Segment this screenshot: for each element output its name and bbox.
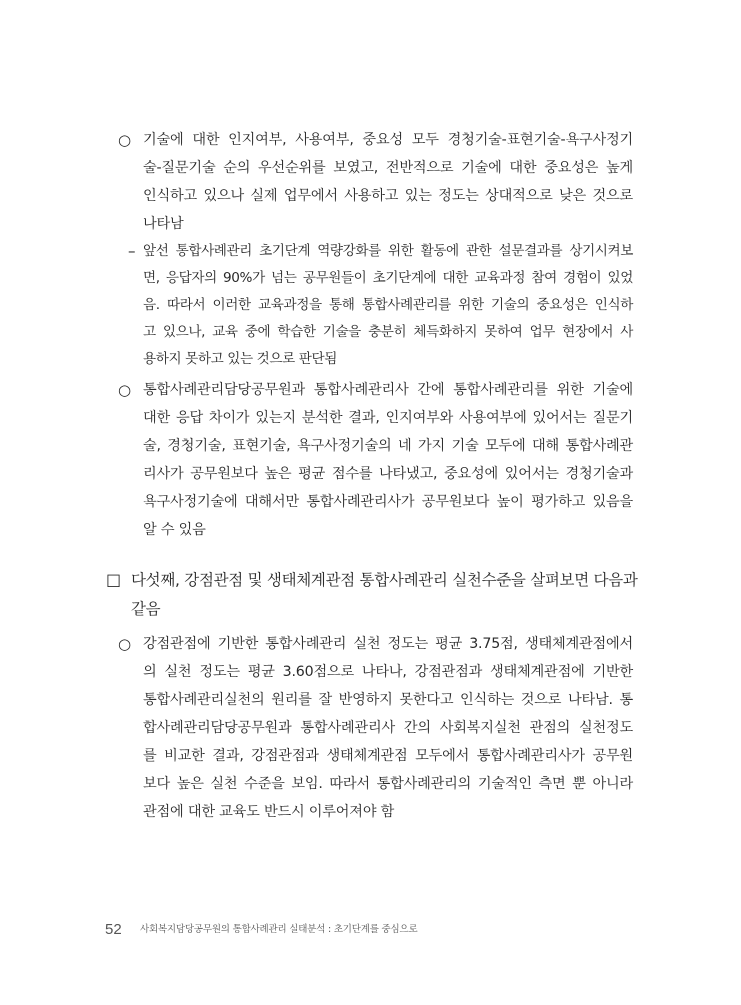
paragraph-line: 음. 따라서 이러한 교육과정을 통해 통합사례관리를 위한 기술의 중요성은 인식하 <box>143 297 633 313</box>
page-number: 52 <box>105 921 122 938</box>
paragraph-line: 욕구사정기술에 대해서만 통합사례관리사가 공무원보다 높이 평가하고 있음을 <box>143 494 633 510</box>
paragraph-line: 보다 높은 실천 수준을 보임. 따라서 통합사례관리의 기술적인 측면 뿐 아니라 <box>143 776 633 792</box>
running-title: 사회복지담당공무원의 통합사례관리 실태분석 : 초기단계를 중심으로 <box>140 924 418 935</box>
paragraph-line: 강점관점에 기반한 통합사례관리 실천 정도는 평균 3.75점, 생태체계관점에서 <box>143 636 633 652</box>
circle-bullet-icon: ○ <box>118 635 132 653</box>
heading-line: 다섯째, 강점관점 및 생태체계관점 통합사례관리 실천수준을 살펴보면 다음과 <box>131 571 638 589</box>
paragraph-line: 면, 응답자의 90%가 넘는 공무원들이 초기단계에 대한 교육과정 참여 경험이 있었 <box>143 270 633 286</box>
paragraph-line: 인식하고 있으나 실제 업무에서 사용하고 있는 정도는 상대적으로 낮은 것으로 <box>143 188 633 204</box>
paragraph-line: 통합사례관리실천의 원리를 잘 반영하지 못한다고 인식하는 것으로 나타남. 통 <box>143 692 633 708</box>
paragraph-line: 기술에 대한 인지여부, 사용여부, 중요성 모두 경청기술-표현기술-욕구사정기 <box>143 132 633 148</box>
paragraph-line: 고 있으나, 교육 중에 학습한 기술을 충분히 체득화하지 못하여 업무 현장에서 사 <box>143 324 633 340</box>
paragraph-line: 의 실천 정도는 평균 3.60점으로 나타나, 강점관점과 생태체계관점에 기반한 <box>143 664 633 680</box>
heading-line: 같음 <box>131 600 161 618</box>
paragraph-line: 나타남 <box>143 216 184 232</box>
paragraph-line: 술-질문기술 순의 우선순위를 보였고, 전반적으로 기술에 대한 중요성은 높게 <box>143 160 633 176</box>
paragraph-line: 알 수 있음 <box>143 522 206 538</box>
circle-bullet-icon: ○ <box>118 381 132 399</box>
paragraph-line: 앞선 통합사례관리 초기단계 역량강화를 위한 활동에 관한 설문결과를 상기시켜보 <box>143 243 633 259</box>
paragraph-line: 용하지 못하고 있는 것으로 판단됨 <box>143 351 337 367</box>
paragraph-line: 술, 경청기술, 표현기술, 욕구사정기술의 네 가지 기술 모두에 대해 통합사례관 <box>143 438 633 454</box>
paragraph-line: 합사례관리담당공무원과 통합사례관리사 간의 사회복지실천 관점의 실천정도 <box>143 720 633 736</box>
paragraph-line: 리사가 공무원보다 높은 평균 점수를 나타냈고, 중요성에 있어서는 경청기술과 <box>143 466 633 482</box>
paragraph-line: 대한 응답 차이가 있는지 분석한 결과, 인지여부와 사용여부에 있어서는 질문기 <box>143 410 633 426</box>
paragraph-line: 통합사례관리담당공무원과 통합사례관리사 간에 통합사례관리를 위한 기술에 <box>143 382 633 398</box>
paragraph-line: 를 비교한 결과, 강점관점과 생태체계관점 모두에서 통합사례관리사가 공무원 <box>143 748 633 764</box>
dash-bullet-icon: – <box>128 242 136 260</box>
square-bullet-icon: □ <box>106 570 122 589</box>
circle-bullet-icon: ○ <box>118 131 132 149</box>
paragraph-line: 관점에 대한 교육도 반드시 이루어져야 함 <box>143 804 395 820</box>
